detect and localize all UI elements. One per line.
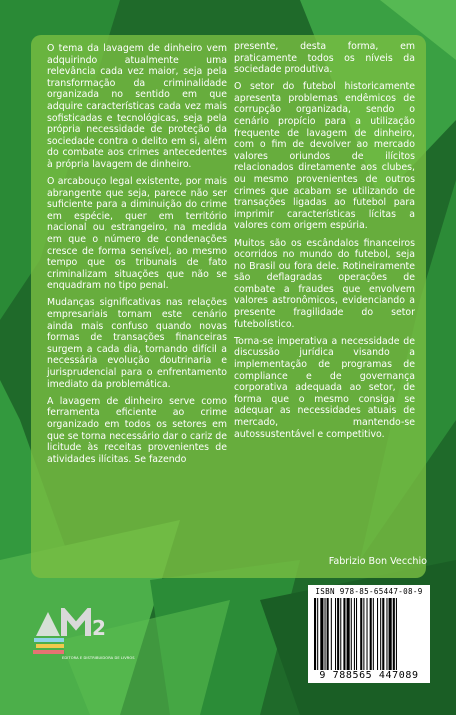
barcode-bar <box>314 598 316 670</box>
barcode-bar <box>347 598 350 670</box>
synopsis-left-column <box>47 43 227 471</box>
synopsis-paragraph: O arcabouço legal existente, por mais abrangente que seja, parece não ser suficiente para a diminuição do crime em espécie, quer em território nacional ou estrangeiro, na medida em que o número de condenações cresce de forma sensível, ao mesmo tempo que os tribunais de fato criminalizam situações que não se enquadram no tipo penal. <box>47 176 227 292</box>
publisher-tagline: EDITORA E DISTRIBUIDORA DE LIVROS <box>62 656 135 660</box>
barcode-bars <box>313 598 425 670</box>
barcode-bar <box>340 598 341 670</box>
synopsis-paragraph: A lavagem de dinheiro serve como ferramenta eficiente ao crime organizado em todos os setores em que se torna necessário dar o cariz de licitude às receitas provenientes de atividades ilícitas. Se fazendo <box>47 395 227 465</box>
author-name: Fabrizio Bon Vecchio <box>328 556 427 567</box>
barcode-bar <box>354 598 355 670</box>
barcode-bar <box>389 598 392 670</box>
barcode-bar <box>356 598 357 670</box>
barcode-bar <box>320 598 323 670</box>
barcode-bar <box>337 598 339 670</box>
barcode-bar <box>386 598 387 670</box>
barcode-bar <box>363 598 364 670</box>
barcode-bar <box>327 598 329 670</box>
barcode-bar <box>351 598 352 670</box>
barcode-bar <box>335 598 336 670</box>
book-stack-icon <box>33 638 64 654</box>
isbn-label: ISBN 978-85-65447-08-9 <box>315 587 423 596</box>
barcode-bar <box>331 598 332 670</box>
barcode-bar <box>393 598 395 670</box>
publisher-logo <box>30 608 140 670</box>
barcode-bar <box>377 598 378 670</box>
barcode-bar <box>317 598 318 670</box>
barcode-bar <box>370 598 372 670</box>
synopsis-right-column <box>234 41 415 446</box>
barcode-bar <box>396 598 397 670</box>
synopsis-paragraph: presente, desta forma, em praticamente todos os níveis da sociedade produtiva. <box>234 41 415 76</box>
barcode-bar <box>373 598 374 670</box>
barcode-bar <box>325 598 326 670</box>
synopsis-paragraph: Mudanças significativas nas relações empresariais tornam este cenário ainda mais confuso quando novas formas de transações financeiras surgem a cada dia, tornando difícil a necessária evolução doutrinaria e jurisprudencial para o enfrentamento imediato da problemática. <box>47 297 227 390</box>
isbn-digits: 9 788565 447089 <box>319 670 419 681</box>
barcode-bar <box>380 598 381 670</box>
synopsis-paragraph: Muitos são os escândalos financeiros ocorridos no mundo do futebol, seja no Brasil ou fora dele. Rotineiramente são deflagradas operações de combate a fraudes que envolvem valores astronômicos, evidenciando a presente fragilidade do setor futebolístico. <box>234 237 415 330</box>
barcode-bar <box>343 598 345 670</box>
synopsis-paragraph: Torna-se imperativa a necessidade de discussão jurídica visando a implementação de programas de compliance e de governança corporativa adequada ao setor, de forma que o mesmo consiga se adequar as necessidades atuais de mercado, mantendo-se autossustentável e competitivo. <box>234 335 415 440</box>
barcode-bar <box>360 598 362 670</box>
barcode-bar <box>367 598 368 670</box>
barcode-bar <box>382 598 384 670</box>
synopsis-paragraph: O tema da lavagem de dinheiro vem adquirindo atualmente uma relevância cada vez maior, seja pela transformação da criminalidade organizada no sentido em que adquire características cada vez mais sofisticadas e tecnológicas, seja pela própria necessidade de proteção da sociedade contra o delito em si, além do combate aos crimes antecedentes à própria lavagem de dinheiro. <box>47 43 227 170</box>
svg-text:2: 2 <box>92 616 106 640</box>
isbn-barcode <box>308 585 430 683</box>
synopsis-paragraph: O setor do futebol historicamente apresenta problemas endêmicos de corrupção organizada, sendo o cenário propício para a utilização frequente de lavagem de dinheiro, com o fim de devolver ao mercado valores oriundos de ilícitos relacionados diretamente aos clubes, ou mesmo provenientes de outros crimes que acabam se utilizando de transações ligadas ao futebol para imprimir características lícitas a valores com origem espúria. <box>234 81 415 232</box>
